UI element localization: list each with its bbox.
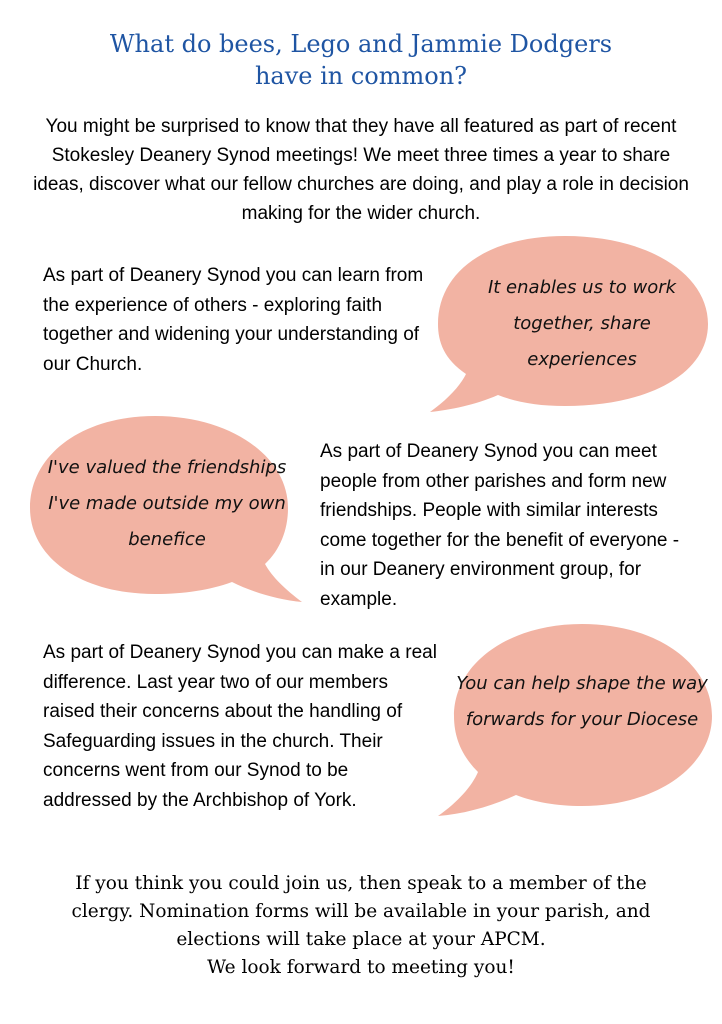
closing-message — [20, 870, 702, 982]
intro-paragraph: You might be surprised to know that they have all featured as part of recent Stokesley Deanery Synod meetings! We meet three times a year to share ideas, discover what our fellow churches are doing, and play a role in decision making for the wider church. — [33, 116, 689, 224]
closing-line-1: If you think you could join us, then speak to a member of the — [75, 873, 647, 894]
section-3-paragraph: As part of Deanery Synod you can make a real difference. Last year two of our members raised their concerns about the handling of Safeguarding issues in the church. Their concerns went from our Synod to be addressed by the Archbishop of York. — [43, 642, 437, 811]
page-title — [0, 28, 722, 92]
closing-line-4: We look forward to meeting you! — [207, 957, 515, 978]
closing-line-3: elections will take place at your APCM. — [176, 929, 546, 950]
quote-text-2: I've valued the friendships I've made outside my own benefice — [47, 457, 287, 550]
quote-text-1: It enables us to work together, share experiences — [487, 277, 677, 370]
speech-bubble-3 — [432, 620, 714, 818]
closing-line-2: clergy. Nomination forms will be available in your parish, and — [71, 901, 651, 922]
section-2-paragraph: As part of Deanery Synod you can meet people from other parishes and form new friendships. People with similar interests come together for the benefit of everyone - in our Deanery environment group, for example. — [320, 441, 680, 610]
speech-bubble-1 — [420, 234, 710, 418]
quote-text-3: You can help shape the way forwards for your Diocese — [456, 673, 708, 730]
title-line-1: What do bees, Lego and Jammie Dodgers — [109, 30, 613, 58]
section-1-paragraph: As part of Deanery Synod you can learn from the experience of others - exploring faith together and widening your understanding of our Church. — [43, 265, 424, 375]
speech-bubble-2 — [20, 412, 310, 608]
title-line-2: have in common? — [254, 62, 468, 90]
